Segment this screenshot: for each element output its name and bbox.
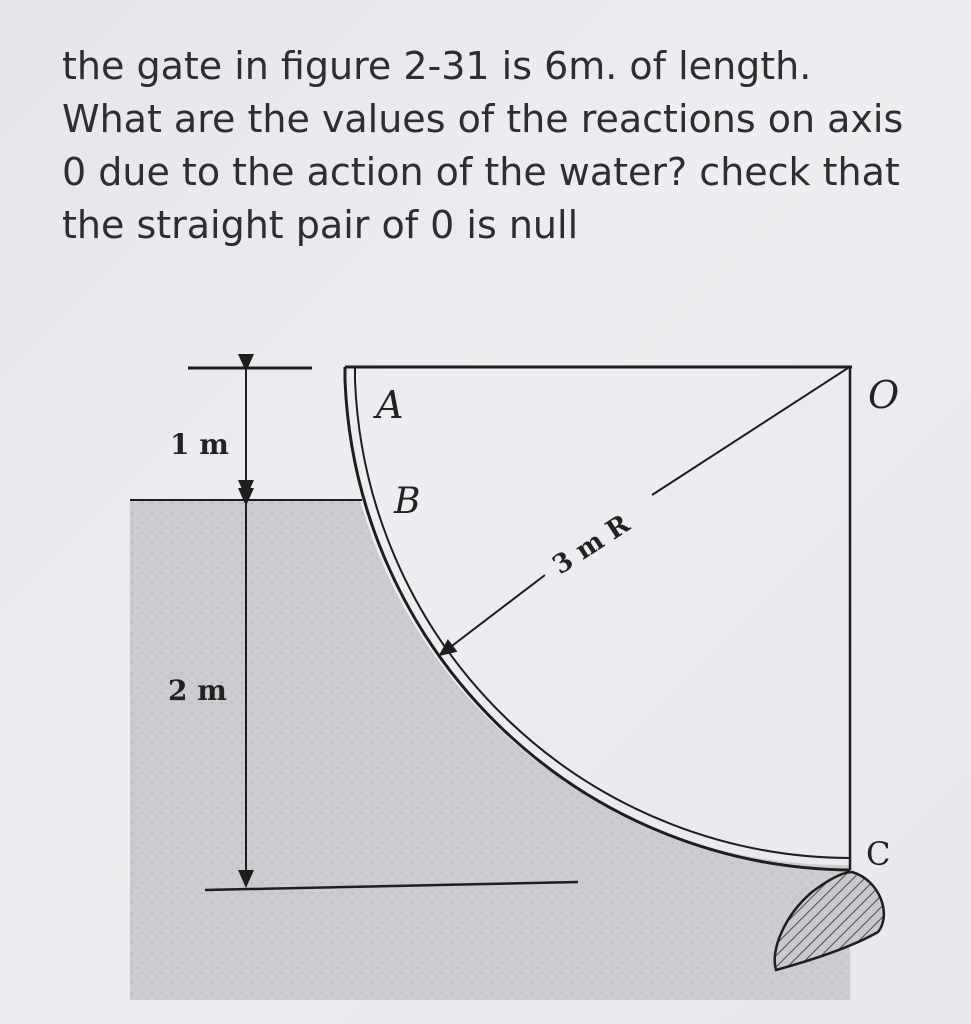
label-2m: 2 m [168,674,227,707]
label-radius: 3 m R [547,509,636,581]
problem-line-2: What are the values of the reactions on axis [62,97,904,141]
problem-line-3: 0 due to the action of the water? check that [62,150,900,194]
label-a: A [376,383,404,427]
radius-line-lower [440,575,545,655]
label-1m: 1 m [170,428,229,461]
water-region [130,500,850,1000]
problem-line-4: the straight pair of 0 is null [62,203,579,247]
radius-line-upper [652,368,848,495]
label-o: O [868,373,900,417]
problem-line-1: the gate in figure 2-31 is 6m. of length. [62,44,812,88]
label-b: B [394,481,421,522]
label-c: C [866,835,891,873]
